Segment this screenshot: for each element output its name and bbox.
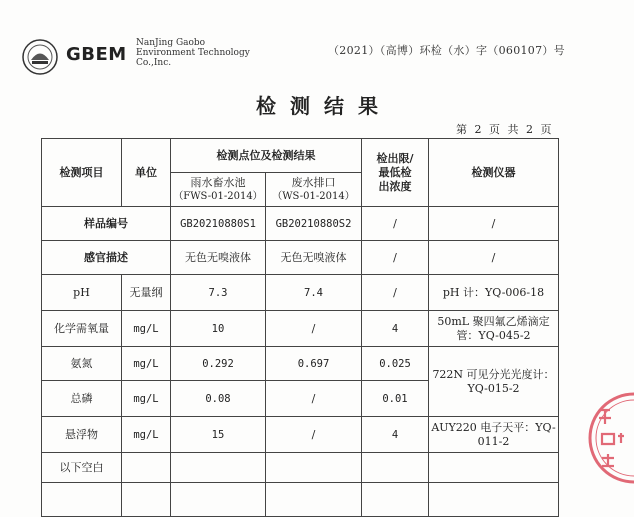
blank-row [42,453,559,483]
header-limit-line: 最低检 [378,165,412,179]
header-limit-line: 检出限/ [376,151,414,165]
point-2-name: 废水排口 [291,175,336,189]
empty-cell [429,453,559,483]
sensory-row [42,241,559,275]
company-line: Co.,Inc. [136,58,172,68]
cell-item: 氨氮 [42,347,122,381]
cell-value-1: 0.08 [171,381,266,417]
cell-value-1: GB20210880S1 [171,207,266,241]
blank-note: 以下空白 [42,453,122,483]
empty-cell [122,453,171,483]
cell-value-1: 无色无嗅液体 [171,241,266,275]
cell-instrument: AUY220 电子天平：YQ-011-2 [429,417,559,453]
empty-cell [429,483,559,517]
header-points-group: 检测点位及检测结果 [171,139,362,173]
cell-value-2: / [266,381,362,417]
empty-cell [266,483,362,517]
header-unit: 单位 [122,139,171,207]
stamp-glyph [599,410,624,466]
cell-unit: mg/L [122,347,171,381]
point-2-code: （WS-01-2014） [272,190,355,202]
cell-limit: / [362,275,429,311]
empty-cell [42,483,122,517]
cell-instrument: 722N 可见分光光度计：YQ-015-2 [429,347,559,417]
cell-unit: mg/L [122,381,171,417]
cell-item: 总磷 [42,381,122,417]
page-indicator: 第 2 页 共 2 页 [456,123,554,136]
cell-item: 化学需氧量 [42,311,122,347]
cell-value-2: / [266,417,362,453]
empty-cell [266,453,362,483]
cell-limit: 4 [362,417,429,453]
empty-cell [171,453,266,483]
cell-value-2: 7.4 [266,275,362,311]
company-line: NanJing Gaobo [136,38,206,48]
cell-limit: 0.025 [362,347,429,381]
cell-item: 悬浮物 [42,417,122,453]
table-row [42,275,559,311]
cell-item: pH [42,275,122,311]
cell-limit: 0.01 [362,381,429,417]
cell-instrument: 50mL 聚四氟乙烯滴定管：YQ-045-2 [429,311,559,347]
header-item: 检测项目 [42,139,122,207]
results-table [41,138,559,517]
cell-value-2: / [266,311,362,347]
header-instrument: 检测仪器 [429,139,559,207]
header-limit-line: 出浓度 [378,179,412,193]
row-label: 样品编号 [42,207,171,241]
point-1-name: 雨水畜水池 [190,175,246,189]
company-name [136,38,250,68]
table-row [42,347,559,381]
cell-instrument: pH 计：YQ-006-18 [429,275,559,311]
cell-limit: / [362,207,429,241]
report-number: （2021）（高博）环检（水）字（060107）号 [328,44,565,57]
cell-value-1: 10 [171,311,266,347]
cell-value-2: 无色无嗅液体 [266,241,362,275]
cell-unit: 无量纲 [122,275,171,311]
sample-number-row [42,207,559,241]
cell-value-1: 15 [171,417,266,453]
cell-unit: mg/L [122,311,171,347]
empty-cell [362,483,429,517]
brand-name: GBEM [66,44,127,65]
company-seal-logo [22,39,58,75]
table-row [42,417,559,453]
empty-cell [171,483,266,517]
header-point-2 [266,173,362,207]
inspection-stamp [588,388,634,488]
cell-value-2: GB20210880S2 [266,207,362,241]
table-row [42,311,559,347]
company-line: Environment Technology [136,48,250,58]
cell-value-1: 7.3 [171,275,266,311]
empty-cell [122,483,171,517]
cell-instrument: / [429,207,559,241]
cell-instrument: / [429,241,559,275]
page-title: 检测结果 [256,94,392,118]
header-point-1 [171,173,266,207]
point-1-code: （FWS-01-2014） [173,190,263,202]
header-limit [362,139,429,207]
cell-value-2: 0.697 [266,347,362,381]
cell-unit: mg/L [122,417,171,453]
cell-limit: / [362,241,429,275]
blank-row [42,483,559,517]
cell-value-1: 0.292 [171,347,266,381]
row-label: 感官描述 [42,241,171,275]
cell-limit: 4 [362,311,429,347]
empty-cell [362,453,429,483]
